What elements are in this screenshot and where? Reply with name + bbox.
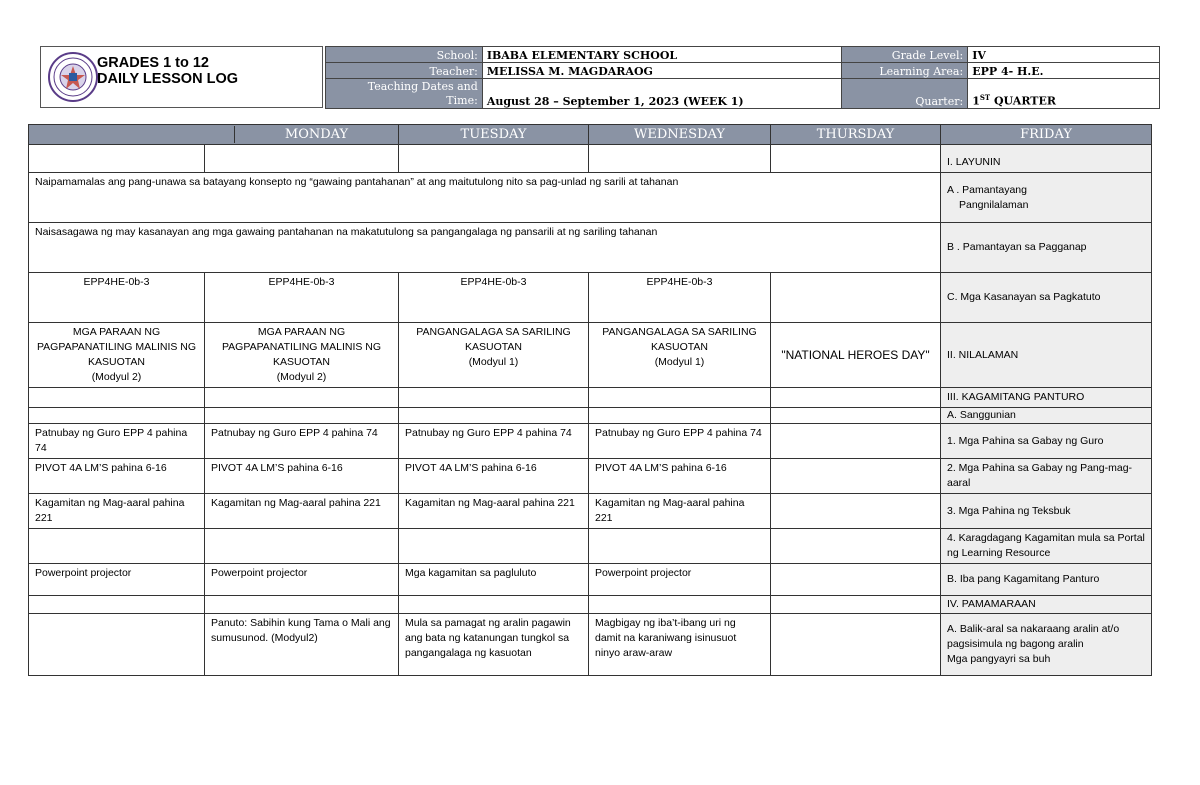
cell [771,596,941,614]
day-wednesday: WEDNESDAY [589,125,771,145]
cell [771,529,941,564]
holiday-note: "NATIONAL HEROES DAY" [771,323,941,388]
kagamitan-tuesday: Kagamitan ng Mag-aaral pahina 221 [205,494,399,529]
cell [771,145,941,173]
day-header-row [29,125,1152,145]
pivot-wednesday: PIVOT 4A LM’S pahina 6-16 [399,459,589,494]
dates-label-line-1: Teaching Dates and [367,80,478,93]
cell [771,424,941,459]
nilalaman-thursday-title: PANGANGALAGA SA SARILING KASUOTAN [602,326,757,353]
pamantayang-line-1: A . Pamantayang [947,184,1027,196]
kagamitan-wednesday: Kagamitan ng Mag-aaral pahina 221 [399,494,589,529]
cell [29,529,205,564]
section-pamantayang [941,173,1152,223]
quarter-sup: ST [979,93,991,103]
cell [771,408,941,424]
kagamitan-thursday: Kagamitan ng Mag-aaral pahina 221 [589,494,771,529]
cell [771,388,941,408]
nilalaman-tuesday-title: MGA PARAAN NG PAGPAPANATILING MALINIS NG KASUOTAN [221,326,382,368]
nilalaman-thursday-module: (Modyul 1) [654,356,705,368]
nilalaman-monday-title: MGA PARAAN NG PAGPAPANATILING MALINIS NG KASUOTAN [36,326,197,368]
cell [29,596,205,614]
cell [771,273,941,323]
section-gabay-guro: 1. Mga Pahina sa Gabay ng Guro [941,424,1152,459]
cell [589,529,771,564]
balik-aral-line-2: Mga pangyayri sa buh [947,653,1051,665]
cell [399,145,589,173]
table-row [29,223,1152,273]
cell [205,596,399,614]
dates-label-line-2: Time: [446,94,478,107]
iba-monday: Powerpoint projector [29,564,205,596]
section-iba-pang: B. Iba pang Kagamitang Panturo [941,564,1152,596]
cell [589,145,771,173]
section-pamamaraan: IV. PAMAMARAAN [941,596,1152,614]
gabay-thursday: Patnubay ng Guro EPP 4 pahina 74 [589,424,771,459]
table-row [29,408,1152,424]
kagamitan-monday: Kagamitan ng Mag-aaral pahina 221 [29,494,205,529]
cell [205,145,399,173]
cell [205,529,399,564]
code-monday: EPP4HE-0b-3 [29,273,205,323]
learning-area-label: Learning Area: [842,63,968,79]
grade-level-value: IV [968,47,1160,63]
dates-value: August 28 – September 1, 2023 (WEEK 1) [482,79,842,109]
pamantayang-text: Naipamamalas ang pang-unawa sa batayang konsepto ng “gawaing pantahanan” at ang maitutulong nito sa pag-unlad ng sarili at tahanan [29,173,941,223]
table-row [29,459,1152,494]
school-label: School: [326,47,483,63]
code-tuesday: EPP4HE-0b-3 [205,273,399,323]
code-wednesday: EPP4HE-0b-3 [399,273,589,323]
balik-aral-line-1: A. Balik-aral sa nakaraang aralin at/o pagsisimula ng bagong aralin [947,623,1120,650]
teacher-value: MELISSA M. MAGDARAOG [482,63,842,79]
grade-level-label: Grade Level: [842,47,968,63]
header-info-table [325,46,1160,109]
pivot-thursday: PIVOT 4A LM’S pahina 6-16 [589,459,771,494]
cell [771,459,941,494]
table-row [29,564,1152,596]
balik-wednesday: Mula sa pamagat ng aralin pagawin ang bata ng katanungan tungkol sa pangangalaga ng kasuotan [399,614,589,676]
quarter-rest: QUARTER [990,95,1056,108]
nilalaman-tuesday [205,323,399,388]
section-balik-aral [941,614,1152,676]
lesson-log-title [97,55,238,87]
section-gabay-pang: 2. Mga Pahina sa Gabay ng Pang-mag-aaral [941,459,1152,494]
teacher-label: Teacher: [326,63,483,79]
gabay-monday: Patnubay ng Guro EPP 4 pahina 74 [29,424,205,459]
title-box [40,46,323,108]
table-row [29,388,1152,408]
school-value: IBABA ELEMENTARY SCHOOL [482,47,842,63]
section-kasanayan: C. Mga Kasanayan sa Pagkatuto [941,273,1152,323]
iba-wednesday: Mga kagamitan sa pagluluto [399,564,589,596]
section-teksbuk: 3. Mga Pahina ng Teksbuk [941,494,1152,529]
section-sanggunian: A. Sanggunian [941,408,1152,424]
title-line-2: DAILY LESSON LOG [97,71,238,87]
iba-tuesday: Powerpoint projector [205,564,399,596]
cell [29,408,205,424]
day-friday: FRIDAY [941,125,1152,145]
dates-label [326,79,483,109]
table-row [29,323,1152,388]
cell [771,614,941,676]
table-row [29,614,1152,676]
quarter-num: 1 [972,95,980,108]
gabay-wednesday: Patnubay ng Guro EPP 4 pahina 74 [399,424,589,459]
pivot-monday: PIVOT 4A LM’S pahina 6-16 [29,459,205,494]
cell [399,529,589,564]
day-header-spacer [29,126,235,143]
nilalaman-wednesday [399,323,589,388]
day-tuesday: TUESDAY [399,125,589,145]
gabay-tuesday: Patnubay ng Guro EPP 4 pahina 74 [205,424,399,459]
cell [399,388,589,408]
balik-tuesday: Panuto: Sabihin kung Tama o Mali ang sumusunod. (Modyul2) [205,614,399,676]
cell [29,614,205,676]
section-layunin: I. LAYUNIN [941,145,1152,173]
table-row [29,145,1152,173]
balik-thursday: Magbigay ng iba’t-ibang uri ng damit na karaniwang isinusuot ninyo araw-araw [589,614,771,676]
day-header-blank [29,125,399,145]
iba-thursday: Powerpoint projector [589,564,771,596]
cell [29,388,205,408]
cell [589,408,771,424]
pamantayang-line-2: Pangnilalaman [959,199,1029,211]
cell [589,596,771,614]
nilalaman-thursday [589,323,771,388]
table-row [29,273,1152,323]
code-thursday: EPP4HE-0b-3 [589,273,771,323]
pivot-tuesday: PIVOT 4A LM’S pahina 6-16 [205,459,399,494]
table-row [29,529,1152,564]
quarter-value [968,79,1160,109]
section-pagganap: B . Pamantayan sa Pagganap [941,223,1152,273]
table-row [29,494,1152,529]
cell [399,408,589,424]
nilalaman-monday [29,323,205,388]
pagganap-text: Naisasagawa ng may kasanayan ang mga gawaing pantahanan na makatutulong sa pangangalaga ng pansarili at ng sariling tahanan [29,223,941,273]
nilalaman-monday-module: (Modyul 2) [91,371,142,383]
day-monday: MONDAY [284,127,349,142]
cell [205,408,399,424]
table-row [29,424,1152,459]
cell [589,388,771,408]
nilalaman-wednesday-module: (Modyul 1) [468,356,519,368]
cell [771,564,941,596]
cell [771,494,941,529]
nilalaman-tuesday-module: (Modyul 2) [276,371,327,383]
lesson-log-table [28,124,1152,676]
section-karagdagang: 4. Karagdagang Kagamitan mula sa Portal ng Learning Resource [941,529,1152,564]
learning-area-value: EPP 4- H.E. [968,63,1160,79]
cell [205,388,399,408]
table-row [29,596,1152,614]
quarter-label: Quarter: [842,79,968,109]
cell [29,145,205,173]
section-nilalaman: II. NILALAMAN [941,323,1152,388]
deped-seal-icon [47,51,99,103]
day-thursday: THURSDAY [771,125,941,145]
section-kagamitang: III. KAGAMITANG PANTURO [941,388,1152,408]
cell [399,596,589,614]
title-line-1: GRADES 1 to 12 [97,55,209,71]
nilalaman-wednesday-title: PANGANGALAGA SA SARILING KASUOTAN [416,326,571,353]
table-row [29,173,1152,223]
